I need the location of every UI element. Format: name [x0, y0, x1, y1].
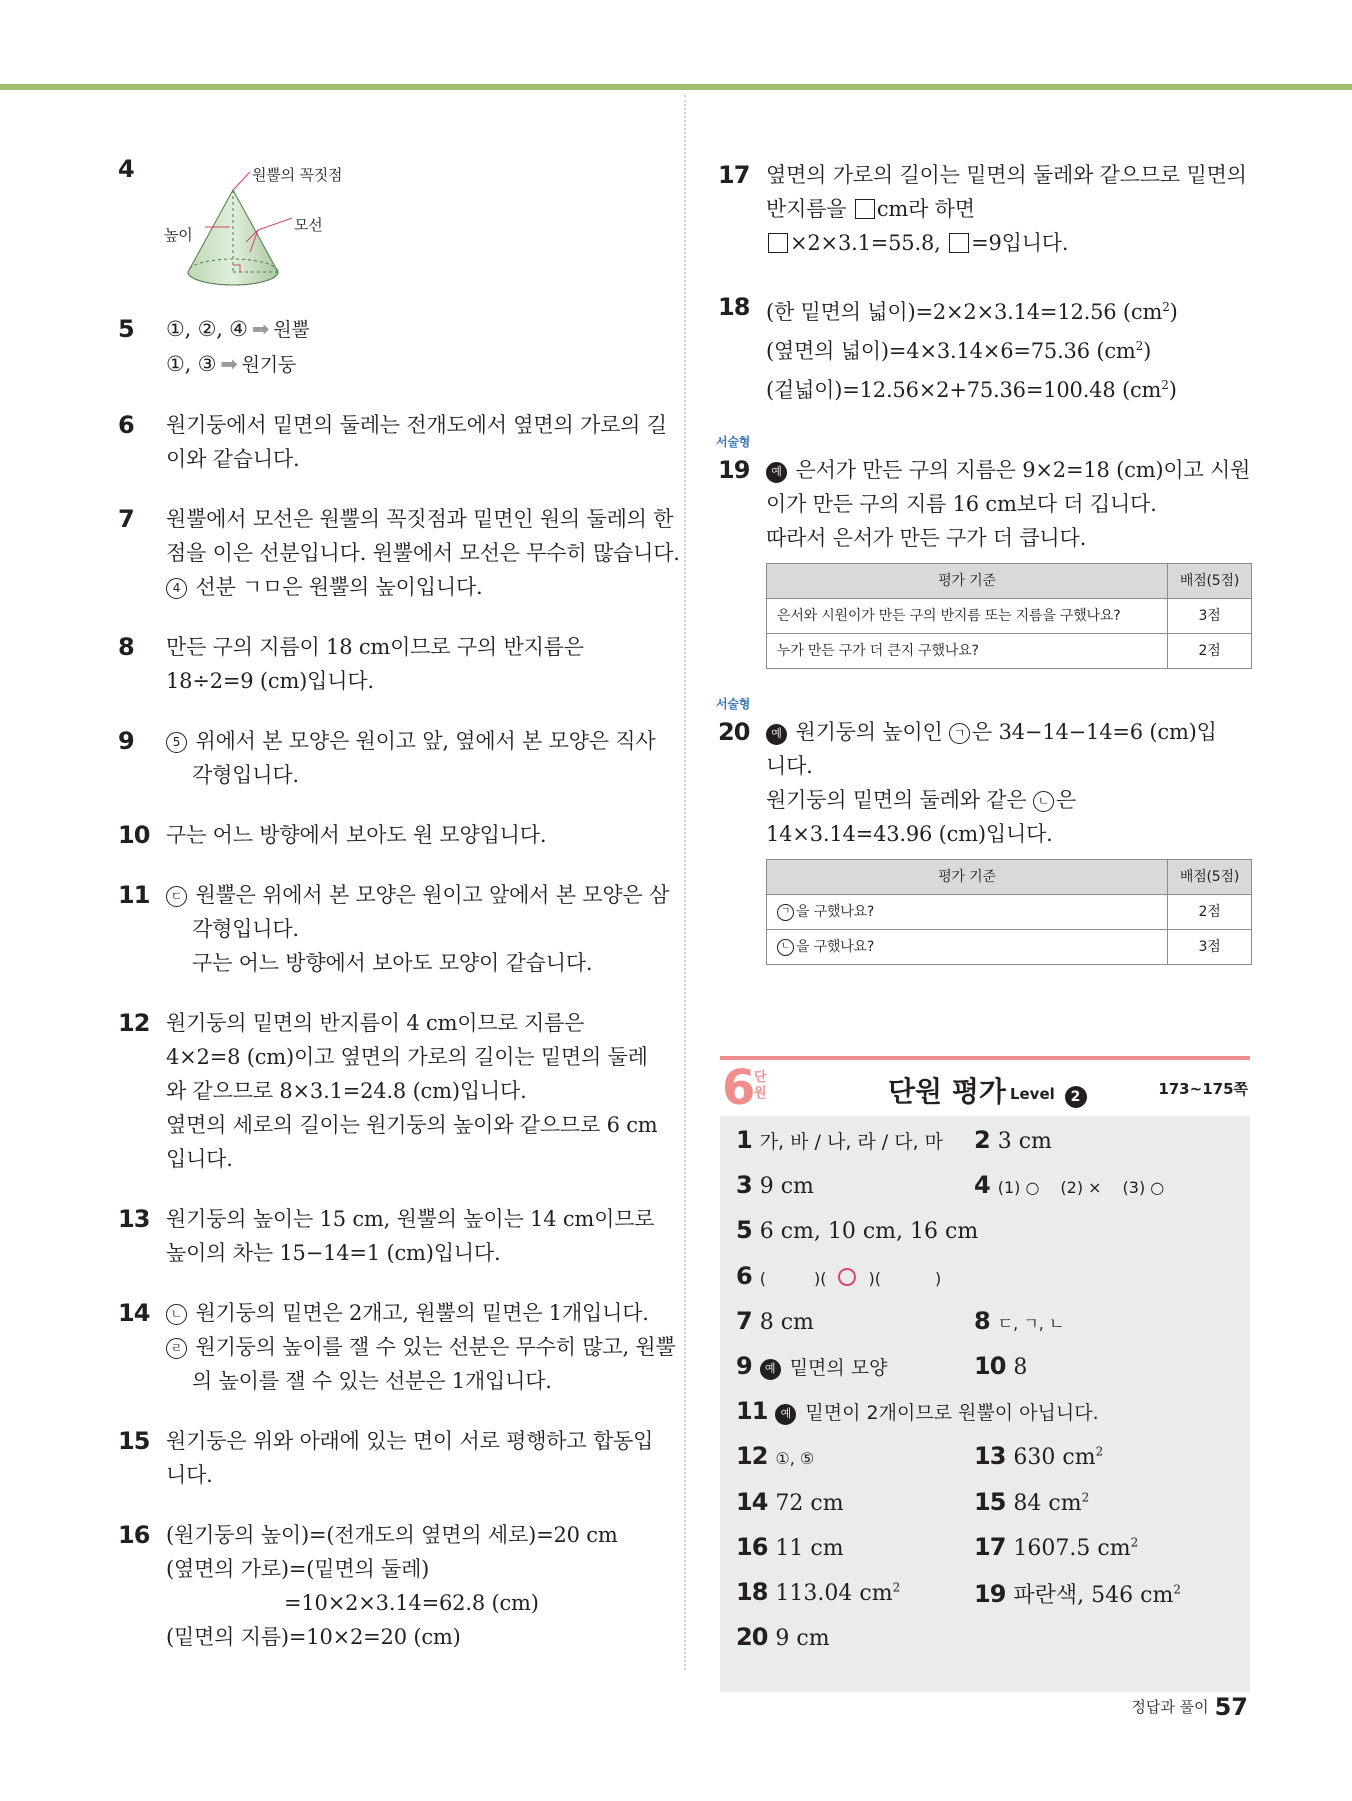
text-span: 원기둥의 높이인: [795, 720, 943, 744]
answer-row: [736, 1307, 1234, 1352]
arrow-right-icon: ➡: [251, 317, 270, 341]
text-line: 구는 어느 방향에서 보아도 모양이 같습니다.: [192, 951, 593, 975]
text-span: ): [1143, 339, 1152, 363]
answer-11: [118, 878, 670, 980]
column-divider: [684, 95, 686, 1670]
answer-number: 7: [736, 1306, 752, 1335]
text-span: (옆면의 넓이)=4×3.14×6=75.36 (cm: [766, 339, 1136, 363]
text-line: 입니다.: [166, 1147, 233, 1171]
text-line: 따라서 은서가 만든 구가 더 큽니다.: [766, 526, 1087, 550]
answer-value: 1607.5 cm: [1013, 1535, 1131, 1561]
answer-number: 4: [974, 1171, 990, 1200]
apex-label: 원뿔의 꼭짓점: [252, 166, 343, 184]
footer-label: 정답과 풀이: [1131, 1698, 1209, 1716]
right-column: [716, 158, 1251, 991]
text-line: 와 같으므로 8×3.1=24.8 (cm)입니다.: [166, 1079, 527, 1103]
item-number: 4: [118, 155, 134, 183]
answer-15: [118, 1424, 653, 1492]
paren: (: [874, 1268, 881, 1288]
answer-row: [736, 1488, 1234, 1533]
answer-value: 630 cm: [1013, 1445, 1096, 1471]
table-header: 배점(5점): [1168, 564, 1252, 599]
table-row: [767, 895, 1252, 930]
table-cell: 2점: [1168, 895, 1252, 930]
answer-value: 가, 바 / 나, 라 / 다, 마: [759, 1131, 944, 1153]
item-number: 8: [118, 633, 134, 661]
answer-number: 12: [736, 1442, 768, 1471]
unit-label: 단원: [754, 1070, 767, 1101]
answer-number: 6: [736, 1261, 752, 1290]
circled-letter-icon: ㄴ: [1033, 791, 1054, 812]
unit-evaluation-panel: [720, 1056, 1250, 1692]
item-number: 7: [118, 505, 134, 533]
left-column: [118, 155, 680, 1680]
answer-12: [118, 1006, 658, 1176]
arrow-right-icon: ➡: [220, 352, 238, 376]
paren: (: [759, 1268, 766, 1288]
answer-19: [716, 435, 1251, 669]
text-line: (밑면의 지름)=10×2=20 (cm): [166, 1625, 461, 1649]
page-footer: [1131, 1693, 1248, 1721]
text-line: 원기둥의 높이를 잴 수 있는 선분은 무수히 많고, 원뿔: [195, 1335, 676, 1359]
superscript: 2: [1095, 1444, 1104, 1459]
table-header: 배점(5점): [1168, 860, 1252, 895]
answer-row: [736, 1171, 1234, 1216]
text-span: 은서가 만든 구의 지름은 9×2=18 (cm)이고 시원: [795, 458, 1251, 482]
text-line: 만든 구의 지름이 18 cm이므로 구의 반지름은: [166, 635, 584, 659]
answer-part: (3) ○: [1122, 1178, 1165, 1198]
paren: ): [868, 1268, 875, 1288]
answer-number: 9: [736, 1351, 752, 1380]
blank-box: [949, 233, 969, 253]
answer-row: [736, 1262, 1234, 1307]
answer-number: 1: [736, 1126, 752, 1154]
answer-value: 9 cm: [775, 1626, 830, 1652]
circled-letter-icon: ㄷ: [166, 886, 187, 907]
answer-value: 6 cm, 10 cm, 16 cm: [759, 1219, 979, 1245]
text-line: 니다.: [766, 754, 813, 778]
answer-value: 3 cm: [997, 1129, 1052, 1154]
answer-part: (1) ○: [997, 1178, 1040, 1198]
text-line: 높이의 차는 15−14=1 (cm)입니다.: [166, 1241, 501, 1265]
answer-row: [736, 1533, 1234, 1578]
example-badge-icon: 예: [775, 1404, 796, 1425]
answer-6: [118, 408, 667, 476]
eval-answers: [720, 1116, 1250, 1692]
answer-value: 밑면이 2개이므로 원뿔이 아닙니다.: [805, 1402, 1099, 1425]
answer-8: [118, 630, 653, 698]
answer-row: [736, 1623, 1234, 1668]
descriptive-tag: 서술형: [716, 697, 751, 711]
text-line: 원기둥은 위와 아래에 있는 면이 서로 평행하고 합동입: [166, 1429, 654, 1453]
text-span: 은 34−14−14=6 (cm)입: [972, 720, 1217, 744]
table-cell: 누가 만든 구가 더 큰지 구했나요?: [767, 634, 1168, 669]
item-number: 20: [718, 718, 750, 746]
text-span: (겉넓이)=12.56×2+75.36=100.48 (cm: [766, 378, 1162, 402]
superscript: 2: [1081, 1490, 1090, 1505]
text-line: 옆면의 세로의 길이는 원기둥의 높이와 같으므로 6 cm: [166, 1113, 658, 1137]
text-line: 원기둥의 밑면의 반지름이 4 cm이므로 지름은: [166, 1011, 585, 1035]
answer-20: [716, 697, 1248, 965]
circled-letter-icon: ㄴ: [777, 939, 794, 956]
level-badge-icon: 2: [1065, 1086, 1087, 1108]
answer-row: [736, 1442, 1234, 1487]
answer-row: [736, 1578, 1234, 1623]
cone-figure: [166, 152, 653, 292]
text-line: 이와 같습니다.: [166, 447, 300, 471]
answer-value: 113.04 cm: [775, 1580, 893, 1606]
text-line: 의 높이를 잴 수 있는 선분은 1개입니다.: [192, 1369, 552, 1393]
text-line: 4×2=8 (cm)이고 옆면의 가로의 길이는 밑면의 둘레: [166, 1045, 648, 1069]
answer-number: 14: [736, 1487, 768, 1516]
answer-value: 8: [1013, 1354, 1028, 1380]
item-number: 14: [118, 1299, 150, 1327]
item-number: 19: [718, 456, 750, 484]
item-number: 6: [118, 411, 134, 439]
scoring-table: [766, 859, 1252, 965]
q5-choices-cylinder: ①, ③: [166, 352, 217, 376]
answer-row: [736, 1126, 1234, 1171]
circled-number-icon: 5: [166, 732, 187, 753]
answer-10: [118, 818, 653, 852]
table-cell: 을 구했나요?: [796, 939, 875, 955]
text-line: 각형입니다.: [192, 917, 299, 941]
superscript: 2: [1130, 1535, 1139, 1550]
text-line: 18÷2=9 (cm)입니다.: [166, 669, 374, 693]
answer-number: 2: [974, 1126, 990, 1154]
answer-13: [118, 1202, 653, 1270]
answer-number: 5: [736, 1216, 752, 1245]
superscript: 2: [1173, 1582, 1181, 1597]
answer-5: [118, 312, 653, 382]
answer-value: 9 cm: [759, 1174, 814, 1200]
answer-18: [718, 290, 1248, 407]
text-span: ): [1169, 300, 1178, 324]
example-badge-icon: 예: [760, 1359, 781, 1380]
table-row: [767, 634, 1252, 669]
answer-value: 파란색, 546 cm: [1013, 1582, 1174, 1608]
text-line: 이가 만든 구의 지름 16 cm보다 더 깁니다.: [766, 492, 1157, 516]
answer-number: 8: [974, 1306, 990, 1335]
text-line: 원뿔은 위에서 본 모양은 원이고 앞에서 본 모양은 삼: [195, 883, 670, 907]
answer-number: 10: [974, 1351, 1006, 1380]
text-span: ×2×3.1=55.8,: [790, 231, 941, 255]
answer-part: (2) ×: [1060, 1178, 1102, 1198]
text-span: (한 밑면의 넓이)=2×2×3.14=12.56 (cm: [766, 300, 1163, 324]
paren: (: [820, 1268, 827, 1288]
item-number: 12: [118, 1009, 150, 1037]
text-line: 14×3.14=43.96 (cm)입니다.: [766, 822, 1053, 846]
table-header: 평가 기준: [767, 564, 1168, 599]
superscript: 2: [1161, 378, 1169, 392]
text-span: 원기둥의 밑면의 둘레와 같은: [766, 788, 1027, 812]
text-span: 은: [1055, 788, 1077, 812]
answer-number: 15: [974, 1487, 1006, 1516]
table-row: [767, 599, 1252, 634]
circled-number-icon: 4: [166, 578, 187, 599]
answer-number: 19: [974, 1579, 1006, 1608]
level-label: Level: [1009, 1085, 1055, 1103]
circle-mark-icon: [838, 1268, 856, 1286]
text-span: 반지름을: [766, 197, 847, 221]
answer-number: 16: [736, 1532, 768, 1561]
text-line: 점을 이은 선분입니다. 원뿔에서 모선은 무수히 많습니다.: [166, 541, 680, 565]
text-line: 니다.: [166, 1463, 213, 1487]
answer-row: [736, 1352, 1234, 1397]
answer-4: [118, 152, 653, 292]
text-line: 옆면의 가로의 길이는 밑면의 둘레와 같으므로 밑면의: [766, 163, 1247, 187]
text-line: 선분 ㄱㅁ은 원뿔의 높이입니다.: [195, 575, 483, 599]
q5-choices-cone: ①, ②, ④: [166, 317, 248, 341]
text-span: ): [1168, 378, 1177, 402]
answer-number: 18: [736, 1577, 768, 1606]
answer-value: 84 cm: [1013, 1490, 1082, 1516]
answer-row: [736, 1397, 1234, 1442]
answer-value: ①, ⑤: [775, 1449, 815, 1469]
text-span: =9입니다.: [971, 231, 1069, 255]
item-number: 16: [118, 1521, 150, 1549]
table-cell: 은서와 시원이가 만든 구의 반지름 또는 지름을 구했나요?: [767, 599, 1168, 634]
example-badge-icon: 예: [766, 462, 787, 483]
item-number: 15: [118, 1427, 150, 1455]
item-number: 9: [118, 727, 134, 755]
item-number: 18: [718, 293, 750, 321]
answer-value: ㄷ, ㄱ, ㄴ: [997, 1313, 1065, 1333]
paren: ): [934, 1268, 942, 1288]
answer-number: 13: [974, 1442, 1006, 1471]
eval-title-text: 단원 평가: [888, 1075, 1006, 1108]
answer-value: 밑면의 모양: [789, 1356, 888, 1379]
generatrix-label: 모선: [294, 216, 323, 234]
answer-value: 72 cm: [775, 1490, 844, 1516]
example-badge-icon: 예: [766, 724, 787, 745]
text-line: (옆면의 가로)=(밑면의 둘레): [166, 1557, 430, 1581]
circled-letter-icon: ㄴ: [166, 1304, 187, 1325]
item-number: 5: [118, 315, 134, 343]
eval-title: [888, 1070, 1087, 1110]
text-line: (원기둥의 높이)=(전개도의 옆면의 세로)=20 cm: [166, 1523, 618, 1547]
table-row: [767, 930, 1252, 965]
page-range: 173~175쪽: [1158, 1080, 1248, 1098]
answer-16: [118, 1518, 653, 1654]
text-line: 원기둥의 밑면은 2개고, 원뿔의 밑면은 1개입니다.: [195, 1301, 649, 1325]
item-number: 17: [718, 161, 750, 189]
answer-14: [118, 1296, 676, 1398]
descriptive-tag: 서술형: [716, 435, 751, 449]
circled-letter-icon: ㄹ: [166, 1338, 187, 1359]
circled-letter-icon: ㄱ: [777, 904, 794, 921]
table-header: 평가 기준: [767, 860, 1168, 895]
table-cell: 3점: [1168, 930, 1252, 965]
superscript: 2: [1135, 339, 1144, 353]
answer-value: 8 cm: [759, 1309, 814, 1335]
answer-value: 11 cm: [775, 1535, 844, 1561]
superscript: 2: [1162, 300, 1170, 314]
blank-box: [768, 233, 788, 253]
blank-box: [855, 199, 875, 219]
answer-17: [718, 158, 1248, 260]
answer-number: 17: [974, 1532, 1006, 1561]
text-line: =10×2×3.14=62.8 (cm): [284, 1591, 539, 1615]
unit-number: 6: [722, 1060, 756, 1116]
height-label: 높이: [164, 226, 193, 244]
text-line: 구는 어느 방향에서 보아도 원 모양입니다.: [166, 823, 547, 847]
answer-number: 3: [736, 1171, 752, 1200]
table-cell: 2점: [1168, 634, 1252, 669]
scoring-table: [766, 563, 1252, 669]
table-cell: 3점: [1168, 599, 1252, 634]
paren: ): [813, 1268, 821, 1288]
q5-cone: 원뿔: [273, 319, 310, 341]
text-span: cm라 하면: [876, 197, 975, 221]
q5-cylinder: 원기둥: [241, 354, 297, 376]
table-cell: 을 구했나요?: [796, 904, 875, 920]
item-number: 10: [118, 821, 150, 849]
page-number: 57: [1214, 1693, 1248, 1721]
answer-number: 20: [736, 1623, 768, 1652]
text-line: 원뿔에서 모선은 원뿔의 꼭짓점과 밑면인 원의 둘레의 한: [166, 507, 674, 531]
answer-9: [118, 724, 656, 792]
circled-letter-icon: ㄱ: [949, 723, 970, 744]
superscript: 2: [892, 1580, 901, 1595]
item-number: 13: [118, 1205, 150, 1233]
eval-header: [720, 1060, 1250, 1116]
top-rule: [0, 84, 1352, 90]
text-line: 원기둥에서 밑면의 둘레는 전개도에서 옆면의 가로의 길: [166, 413, 667, 437]
text-line: 각형입니다.: [192, 763, 299, 787]
text-line: 위에서 본 모양은 원이고 앞, 옆에서 본 모양은 직사: [195, 729, 656, 753]
answer-row: [736, 1216, 1234, 1261]
answer-7: [118, 502, 680, 604]
item-number: 11: [118, 881, 150, 909]
text-line: 원기둥의 높이는 15 cm, 원뿔의 높이는 14 cm이므로: [166, 1207, 655, 1231]
answer-number: 11: [736, 1397, 768, 1426]
